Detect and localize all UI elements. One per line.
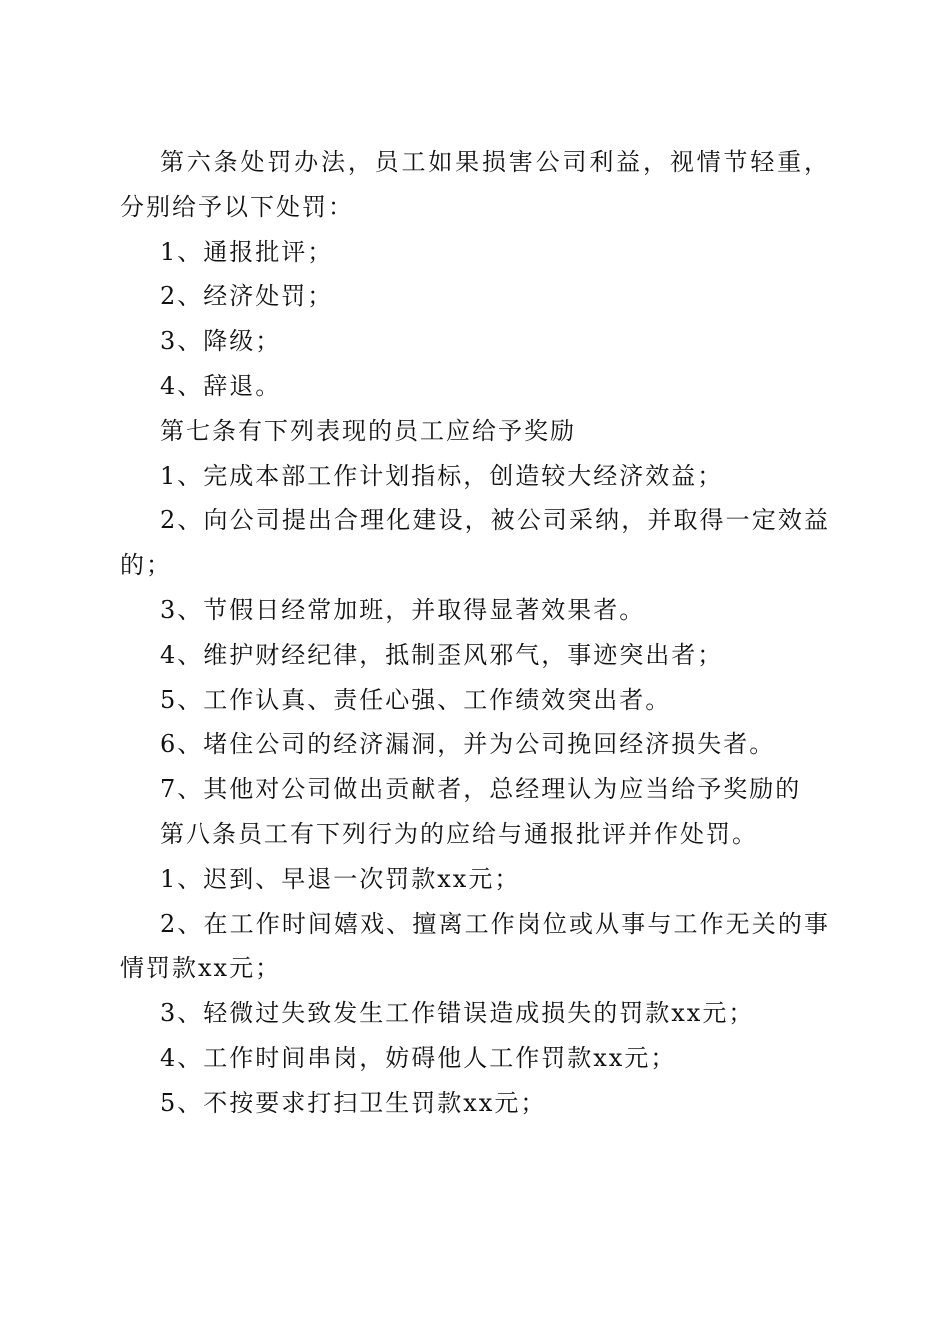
list-item: 3、轻微过失致发生工作错误造成损失的罚款xx元；: [160, 999, 755, 1028]
list-item: 3、节假日经常加班，并取得显著效果者。: [160, 595, 646, 624]
list-item: 2、向公司提出合理化建设，被公司采纳，并取得一定效益的；: [120, 506, 830, 580]
list-item: 4、工作时间串岗，妨碍他人工作罚款xx元；: [160, 1043, 677, 1072]
list-item: 2、在工作时间嬉戏、擅离工作岗位或从事与工作无关的事情罚款xx元；: [120, 909, 830, 983]
document-body: [120, 140, 830, 1126]
list-item: 7、其他对公司做出贡献者，总经理认为应当给予奖励的: [160, 775, 802, 804]
list-item: 6、堵住公司的经济漏洞，并为公司挽回经济损失者。: [160, 730, 776, 759]
list-item: 4、维护财经纪律，抵制歪风邪气，事迹突出者；: [160, 640, 724, 669]
list-item: 1、通报批评；: [160, 237, 334, 266]
list-item: 3、降级；: [160, 327, 282, 356]
list-item: 5、工作认真、责任心强、工作绩效突出者。: [160, 685, 672, 714]
article-6-heading: 第六条处罚办法，员工如果损害公司利益，视情节轻重，分别给予以下处罚：: [120, 148, 830, 221]
list-item: 4、辞退。: [160, 371, 282, 400]
article-7-heading: 第七条有下列表现的员工应给予奖励: [160, 416, 576, 445]
list-item: 5、不按要求打扫卫生罚款xx元；: [160, 1088, 547, 1117]
article-8-heading: 第八条员工有下列行为的应给与通报批评并作处罚。: [160, 819, 758, 848]
list-item: 2、经济处罚；: [160, 282, 334, 311]
list-item: 1、完成本部工作计划指标，创造较大经济效益；: [160, 461, 724, 490]
list-item: 1、迟到、早退一次罚款xx元；: [160, 864, 521, 893]
